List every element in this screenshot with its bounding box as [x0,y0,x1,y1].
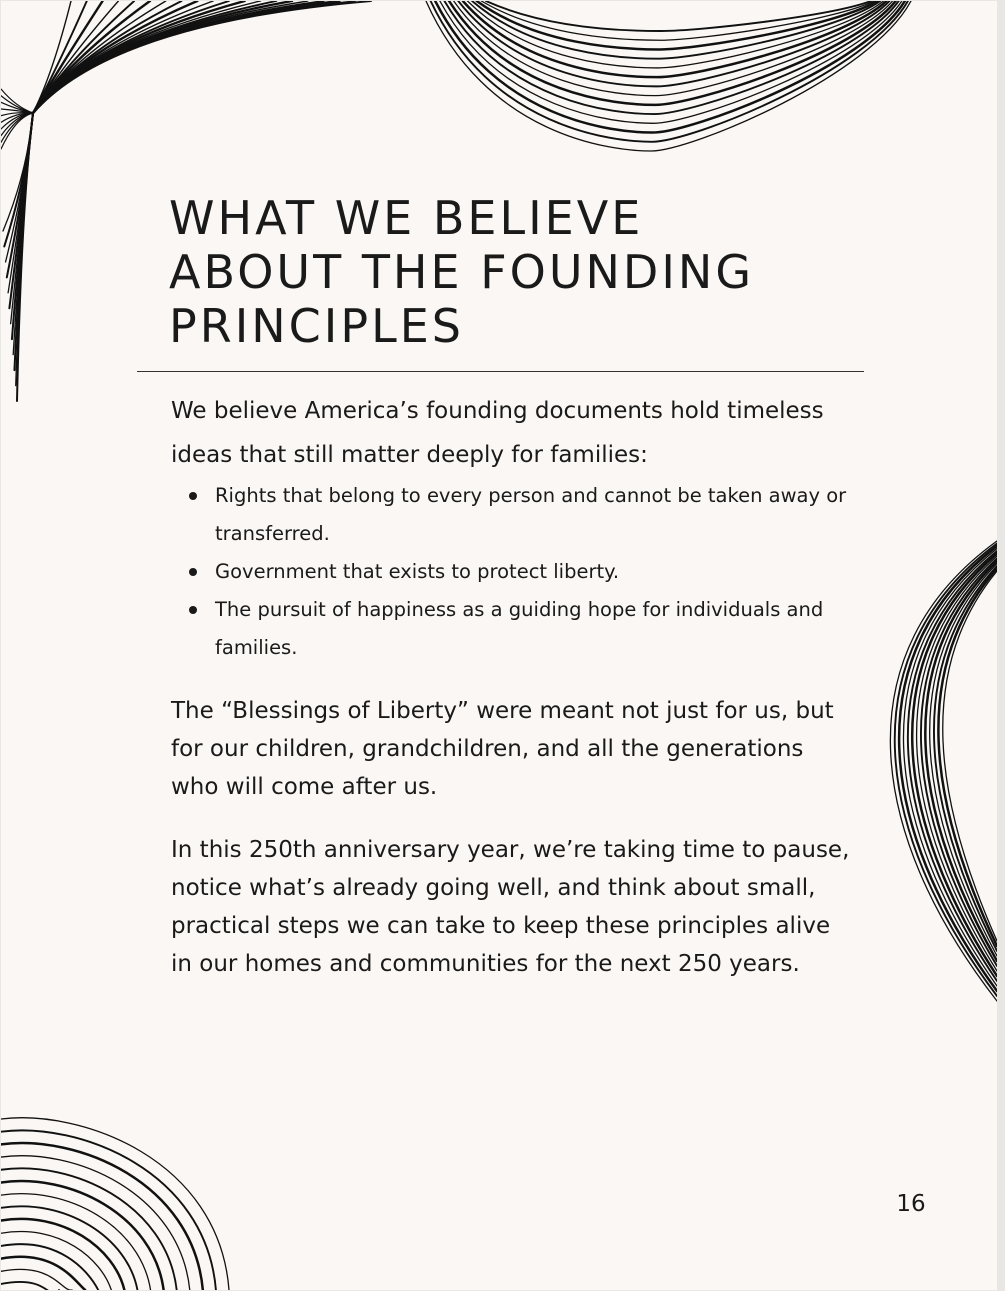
principles-list [171,477,851,667]
line-art-bottom-left [1,1101,241,1290]
intro-paragraph: We believe America’s founding documents hold timeless ideas that still matter deeply for families: [171,398,824,468]
title-divider [137,371,864,372]
page-number: 16 [896,1191,926,1217]
list-item: Government that exists to protect liberty. [215,553,851,591]
blessings-paragraph: The “Blessings of Liberty” were meant not just for us, but for our children, grandchildren, and all the generations who will come after us. [171,698,834,800]
anniversary-paragraph: In this 250th anniversary year, we’re taking time to pause, notice what’s already going well, and think about small, practical steps we can take to keep these principles alive in our homes and communities for the next 250 years. [171,837,850,977]
line-art-top-center [401,1,921,171]
body-content [171,389,851,983]
page-title: WHAT WE BELIEVE ABOUT THE FOUNDING PRINCIPLES [169,191,754,353]
document-page [1,1,997,1290]
line-art-right [851,531,997,1011]
list-item: Rights that belong to every person and cannot be taken away or transferred. [215,477,851,553]
list-item: The pursuit of happiness as a guiding hope for individuals and families. [215,591,851,667]
